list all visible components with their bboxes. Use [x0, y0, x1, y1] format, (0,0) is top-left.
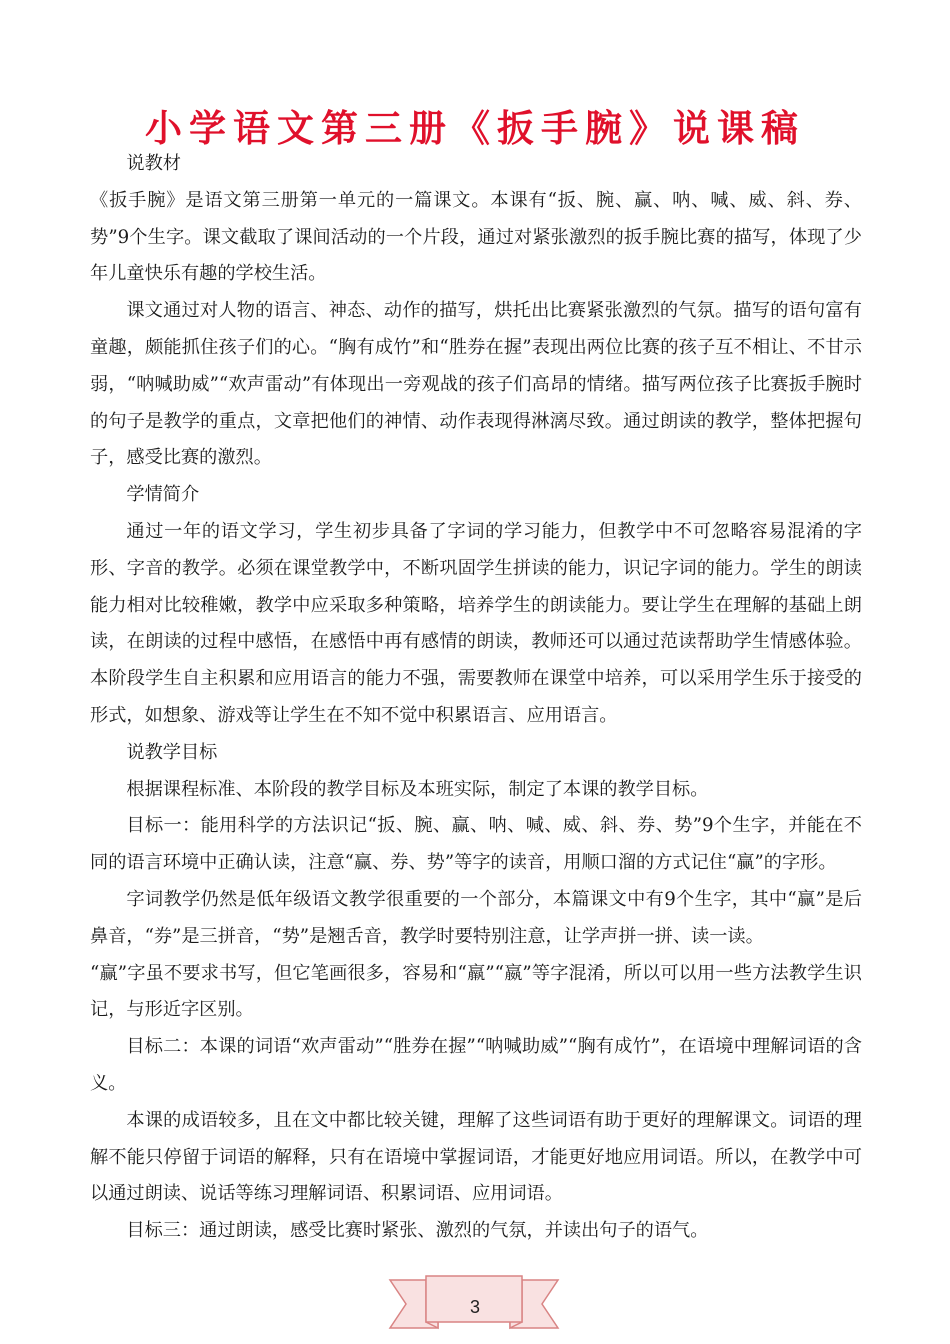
paragraph: “赢”字虽不要求书写，但它笔画很多，容易和“羸”“嬴”等字混淆，所以可以用一些方法教学生识记，与形近字区别。: [90, 962, 862, 1021]
paragraph: 《扳手腕》是语文第三册第一单元的一篇课文。本课有“扳、腕、赢、呐、喊、威、斜、券、势”9个生字。课文截取了课间活动的一个片段，通过对紧张激烈的扳手腕比赛的描写，体现了少年儿童快乐有趣的学校生活。: [90, 189, 862, 285]
paragraph: 根据课程标准、本阶段的教学目标及本班实际，制定了本课的教学目标。: [126, 778, 709, 800]
paragraph: 目标三：通过朗读，感受比赛时紧张、激烈的气氛，并读出句子的语气。: [126, 1220, 709, 1242]
paragraph: 字词教学仍然是低年级语文教学很重要的一个部分，本篇课文中有9个生字，其中“赢”是后鼻音，“券”是三拼音，“势”是翘舌音，教学时要特别注意，让学声拼一拼、读一读。: [90, 888, 862, 947]
paragraph: 通过一年的语文学习，学生初步具备了字词的学习能力，但教学中不可忽略容易混淆的字形、字音的教学。必须在课堂教学中，不断巩固学生拼读的能力，识记字词的能力。学生的朗读能力相对比较稚嫩，教学中应采取多种策略，培养学生的朗读能力。要让学生在理解的基础上朗读，在朗读的过程中感悟，在感悟中再有感情的朗读，教师还可以通过范读帮助学生情感体验。本阶段学生自主积累和应用语言的能力不强，需要教师在课堂中培养，可以采用学生乐于接受的形式，如想象、游戏等让学生在不知不觉中积累语言、应用语言。: [90, 520, 862, 726]
paragraph: 说教学目标: [126, 741, 218, 763]
paragraph: 目标一：能用科学的方法识记“扳、腕、赢、呐、喊、威、斜、券、势”9个生字，并能在不同的语言环境中正确认读，注意“赢、券、势”等字的读音，用顺口溜的方式记住“赢”的字形。: [90, 815, 862, 874]
paragraph: 说教材: [126, 153, 181, 174]
document-body: [90, 146, 862, 1250]
paragraph: 目标二：本课的词语“欢声雷动”“胜券在握”“呐喊助威”“胸有成竹”，在语境中理解词语的含义。: [90, 1036, 862, 1094]
document-title: 小学语文第三册《扳手腕》说课稿: [145, 106, 805, 150]
page-number: 3: [469, 1297, 480, 1317]
paragraph: 学情简介: [126, 484, 200, 506]
paragraph: 本课的成语较多，且在文中都比较关键，理解了这些词语有助于更好的理解课文。词语的理解不能只停留于词语的解释，只有在语境中掌握词语，才能更好地应用词语。所以，在教学中可以通过朗读、说话等练习理解词语、积累词语、应用词语。: [90, 1109, 862, 1205]
paragraph: 课文通过对人物的语言、神态、动作的描写，烘托出比赛紧张激烈的气氛。描写的语句富有童趣，颇能抓住孩子们的心。“胸有成竹”和“胜券在握”表现出两位比赛的孩子互不相让、不甘示弱，“呐喊助威”“欢声雷动”有体现出一旁观战的孩子们高昂的情绪。描写两位孩子比赛扳手腕时的句子是教学的重点，文章把他们的神情、动作表现得淋漓尽致。通过朗读的教学，整体把握句子，感受比赛的激烈。: [90, 300, 862, 469]
